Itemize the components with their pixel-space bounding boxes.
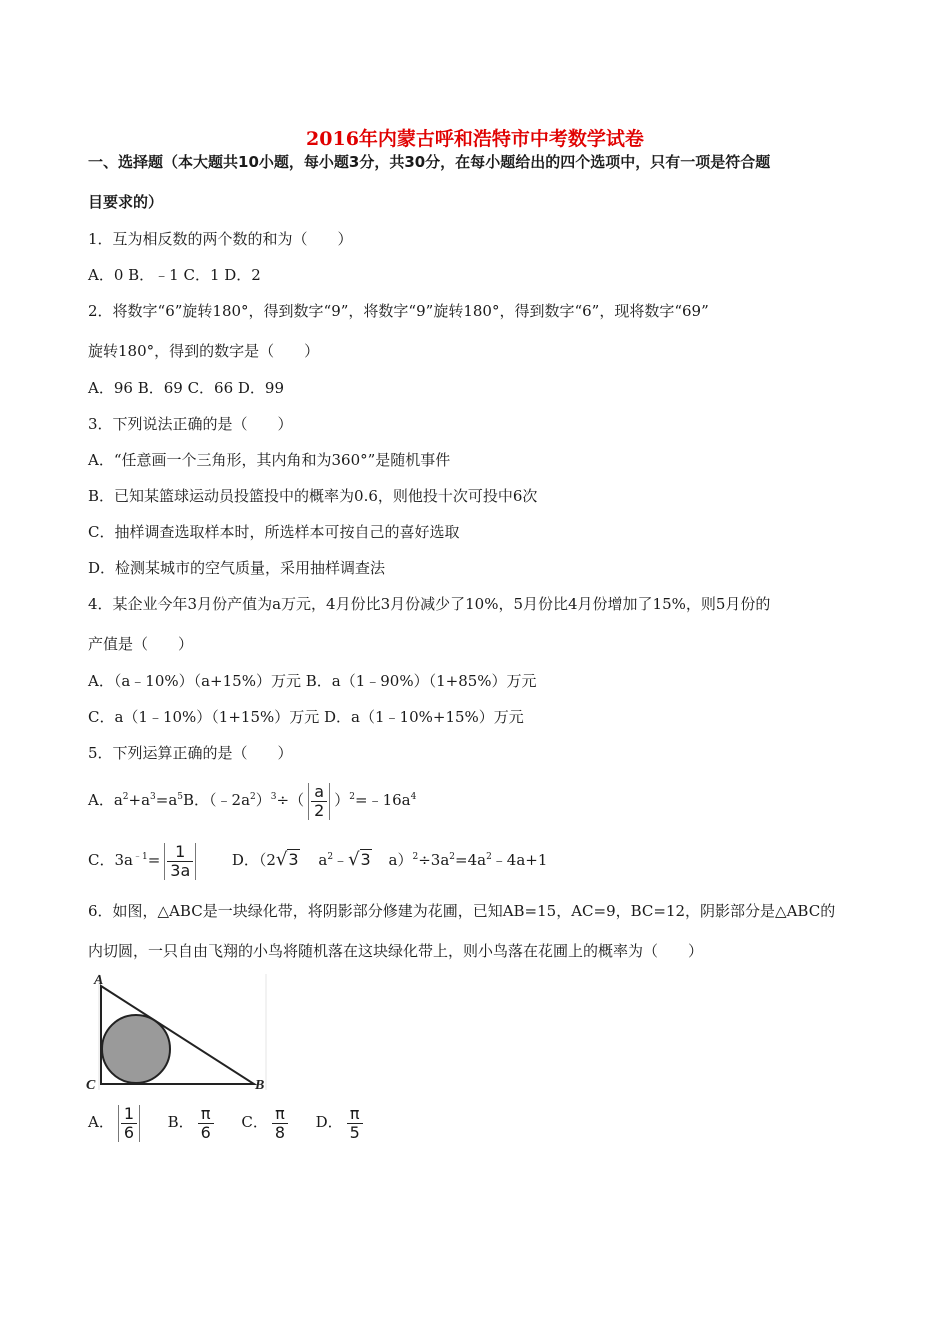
q5-options-ab: A．$a^2+a^3=a^5B$．$(﹣2a^2)^3\div$（ $\frac{a}{2}$ ）$^2=﹣16a^4$	[88, 781, 417, 820]
sqrt-3-a: √3	[275, 849, 299, 870]
vertex-label-a: A	[94, 973, 104, 988]
q3-option-a: A．“任意画一个三角形，其内角和为360°”是随机事件	[88, 451, 451, 469]
q2-stem-line1: 2．将数字“6”旋转180°，得到数字“9”，将数字“9”旋转180°，得到数字“6”，现将数字“69”	[88, 302, 709, 320]
vertex-label-b: B	[255, 1078, 265, 1092]
q6-stem-line2: 内切圆，一只自由飞翔的小鸟将随机落在这块绿化带上，则小鸟落在花圃上的概率为（ ）	[88, 942, 704, 960]
q3-option-c: C．抽样调查选取样本时，所选样本可按自己的喜好选取	[88, 523, 460, 541]
page-title: 2016年内蒙古呼和浩特市中考数学试卷	[306, 128, 644, 150]
q2-options: A．96 B．69 C．66 D．99	[88, 379, 285, 397]
q6-option-c-fraction: $\frac{\pi}{8}$	[272, 1105, 288, 1142]
q6-stem-line1: 6．如图，△ABC是一块绿化带，将阴影部分修建为花圃，已知AB=15，AC=9，BC=12，阴影部分是△ABC的	[88, 902, 836, 920]
q5-options-cd: C．$3a^{﹣1}=$ $\frac{1}{3a}$ D．（2√3 $a^2﹣√3$ $a)^2\div 3a^2=4a^2﹣4a+1$	[88, 838, 547, 882]
fraction-a-over-2: $\frac{a}{2}$	[308, 783, 330, 820]
q2-stem-line2: 旋转180°，得到的数字是（ ）	[88, 342, 320, 360]
q1-options: A．0 B．﹣1 C．1 D．2	[88, 266, 261, 284]
q1-stem: 1．互为相反数的两个数的和为（ ）	[88, 230, 353, 248]
fraction-1-over-3a: $\frac{1}{3a}$	[164, 843, 196, 880]
triangle-incircle-figure	[84, 972, 268, 1092]
q4-stem-line1: 4．某企业今年3月份产值为a万元，4月份比3月份减少了10%，5月份比4月份增加了15%，则5月份的	[88, 595, 771, 613]
q4-options-ab: A．（a﹣10%）（a+15%）万元 B．a（1﹣90%）（1+85%）万元	[88, 672, 537, 690]
q3-option-d: D．检测某城市的空气质量，采用抽样调查法	[88, 559, 386, 577]
vertex-label-c: C	[86, 1078, 96, 1092]
q6-option-d-fraction: $\frac{\pi}{5}$	[347, 1105, 363, 1142]
q4-options-cd: C．a（1﹣10%）（1+15%）万元 D．a（1﹣10%+15%）万元	[88, 708, 524, 726]
section-heading-line2: 目要求的）	[88, 193, 164, 211]
q4-stem-line2: 产值是（ ）	[88, 635, 194, 653]
q6-options: A． $\frac{1}{6}$ B． $\frac{\pi}{6}$ C． $\frac{\pi}{8}$ D． $\frac{\pi}{5}$	[88, 1100, 367, 1144]
q3-stem: 3．下列说法正确的是（ ）	[88, 415, 293, 433]
q6-option-b-fraction: $\frac{\pi}{6}$	[198, 1105, 214, 1142]
sqrt-3-b: √3	[348, 849, 371, 870]
q5-stem: 5．下列运算正确的是（ ）	[88, 744, 293, 762]
q6-option-a-fraction: $\frac{1}{6}$	[118, 1105, 140, 1142]
incircle-shaded	[102, 1015, 170, 1083]
section-heading-line1: 一、选择题（本大题共10小题，每小题3分，共30分，在每小题给出的四个选项中，只有一项是符合题	[88, 153, 771, 171]
q3-option-b: B．已知某篮球运动员投篮投中的概率为0.6，则他投十次可投中6次	[88, 487, 538, 505]
